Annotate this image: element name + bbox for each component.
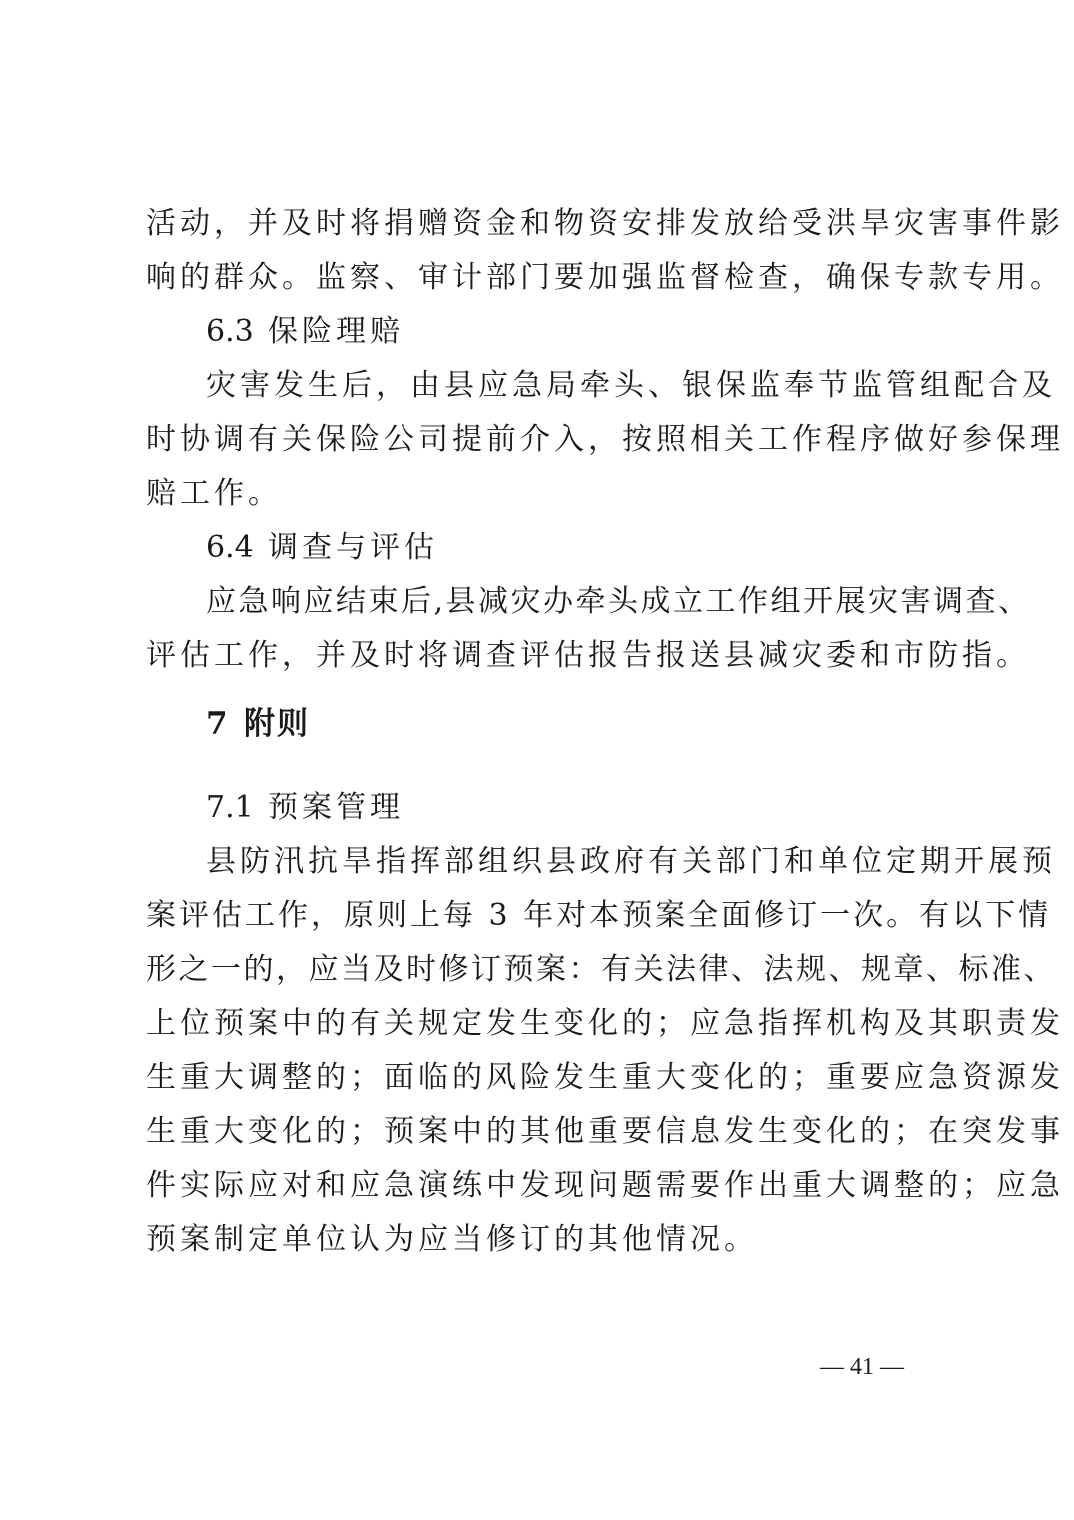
paragraph-line: 上位预案中的有关规定发生变化的；应急指挥机构及其职责发 [146,1006,1064,1041]
section-heading-7-1 [206,788,1006,828]
paragraph-line: 评估工作，并及时将调查评估报告报送县减灾委和市防指。 [146,638,1030,673]
chapter-heading-7 [206,704,310,744]
paragraph-line: 案评估工作，原则上每 3 年对本预案全面修订一次。有以下情 [146,898,1052,933]
paragraph-line: 应急响应结束后,县减灾办牵头成立工作组开展灾害调查、 [206,584,1031,619]
paragraph-line: 预案制定单位认为应当修订的其他情况。 [146,1222,758,1257]
section-number: 7.1 [206,790,254,825]
paragraph-line: 县防汛抗旱指挥部组织县政府有关部门和单位定期开展预 [206,844,1056,879]
section-title: 调查与评估 [268,530,438,565]
section-heading-6-3 [206,312,1006,352]
section-number: 6.4 [206,530,254,565]
chapter-number: 7 [206,706,228,742]
paragraph-line: 生重大调整的；面临的风险发生重大变化的；重要应急资源发 [146,1060,1064,1095]
chapter-title: 附则 [244,706,310,742]
paragraph-line: 形之一的，应当及时修订预案：有关法律、法规、规章、标准、 [146,952,1056,987]
section-number: 6.3 [206,314,254,349]
section-heading-6-4 [206,528,1006,568]
paragraph-line: 件实际应对和应急演练中发现问题需要作出重大调整的；应急 [146,1168,1064,1203]
paragraph-line: 响的群众。监察、审计部门要加强监督检查，确保专款专用。 [146,260,1064,295]
section-title: 预案管理 [268,790,404,825]
section-title: 保险理赔 [268,314,404,349]
paragraph-line: 赔工作。 [146,476,282,511]
paragraph-line: 时协调有关保险公司提前介入，按照相关工作程序做好参保理 [146,422,1064,457]
paragraph-line: 灾害发生后，由县应急局牵头、银保监奉节监管组配合及 [206,368,1056,403]
paragraph-line: 生重大变化的；预案中的其他重要信息发生变化的；在突发事 [146,1114,1064,1149]
paragraph-line: 活动，并及时将捐赠资金和物资安排发放给受洪旱灾害事件影 [146,206,1064,241]
page-number: — 41 — [820,1354,904,1380]
